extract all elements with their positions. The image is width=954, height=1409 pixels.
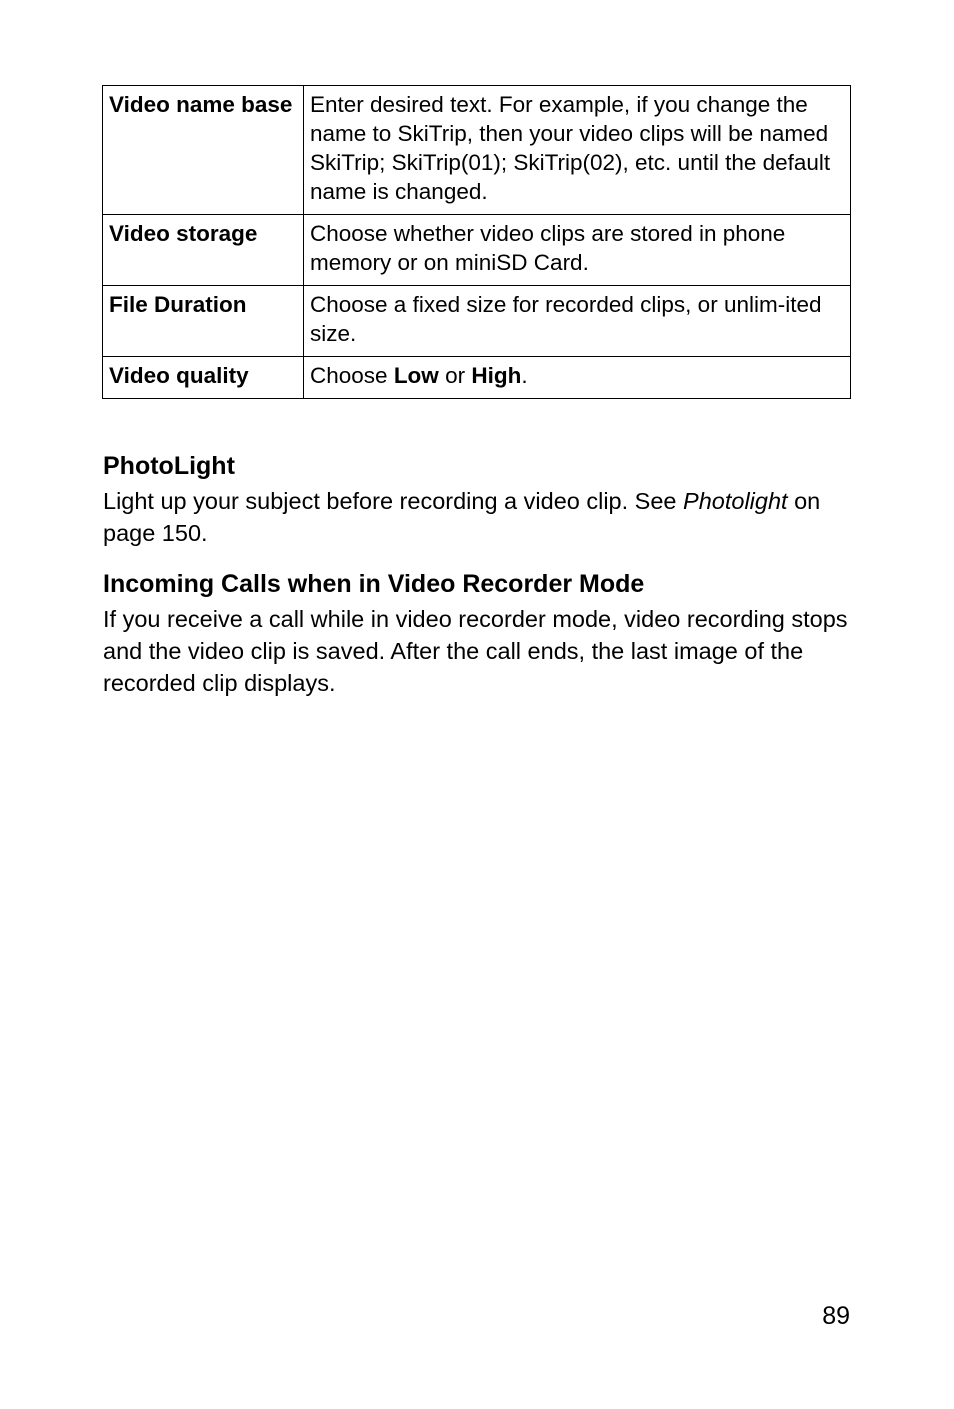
desc-mid: or — [438, 363, 472, 388]
setting-name: Video quality — [103, 357, 304, 399]
photolight-section — [103, 451, 853, 549]
desc-prefix: Choose — [310, 363, 394, 388]
photolight-heading: PhotoLight — [103, 452, 235, 480]
photolight-text-before: Light up your subject before recording a video clip. See — [103, 488, 684, 514]
photolight-reference: Photolight — [683, 488, 788, 514]
table-row — [103, 286, 851, 357]
setting-description: Choose whether video clips are stored in phone memory or on miniSD Card. — [304, 215, 851, 286]
table-row — [103, 86, 851, 215]
table-row — [103, 215, 851, 286]
photolight-text-after: on page 150. — [103, 488, 821, 546]
setting-name: Video name base — [103, 86, 304, 215]
incoming-calls-text: If you receive a call while in video recorder mode, video recording stops and the video clip is saved. After the call ends, the last image of the recorded clip displays. — [103, 606, 848, 696]
table-row — [103, 357, 851, 399]
setting-name: Video storage — [103, 215, 304, 286]
settings-table — [102, 85, 851, 399]
setting-description: Choose a fixed size for recorded clips, or unlim-ited size. — [304, 286, 851, 357]
page-number: 89 — [822, 1302, 850, 1330]
setting-name: File Duration — [103, 286, 304, 357]
desc-suffix: . — [521, 363, 528, 388]
option-high: High — [471, 363, 522, 388]
incoming-calls-heading: Incoming Calls when in Video Recorder Mode — [103, 570, 645, 598]
setting-description — [304, 357, 851, 399]
setting-description: Enter desired text. For example, if you change the name to SkiTrip, then your video clips will be named SkiTrip; SkiTrip(01); SkiTrip(02), etc. until the default name is changed. — [304, 86, 851, 215]
photolight-text — [103, 485, 853, 549]
incoming-calls-section — [103, 569, 853, 699]
option-low: Low — [393, 363, 439, 388]
